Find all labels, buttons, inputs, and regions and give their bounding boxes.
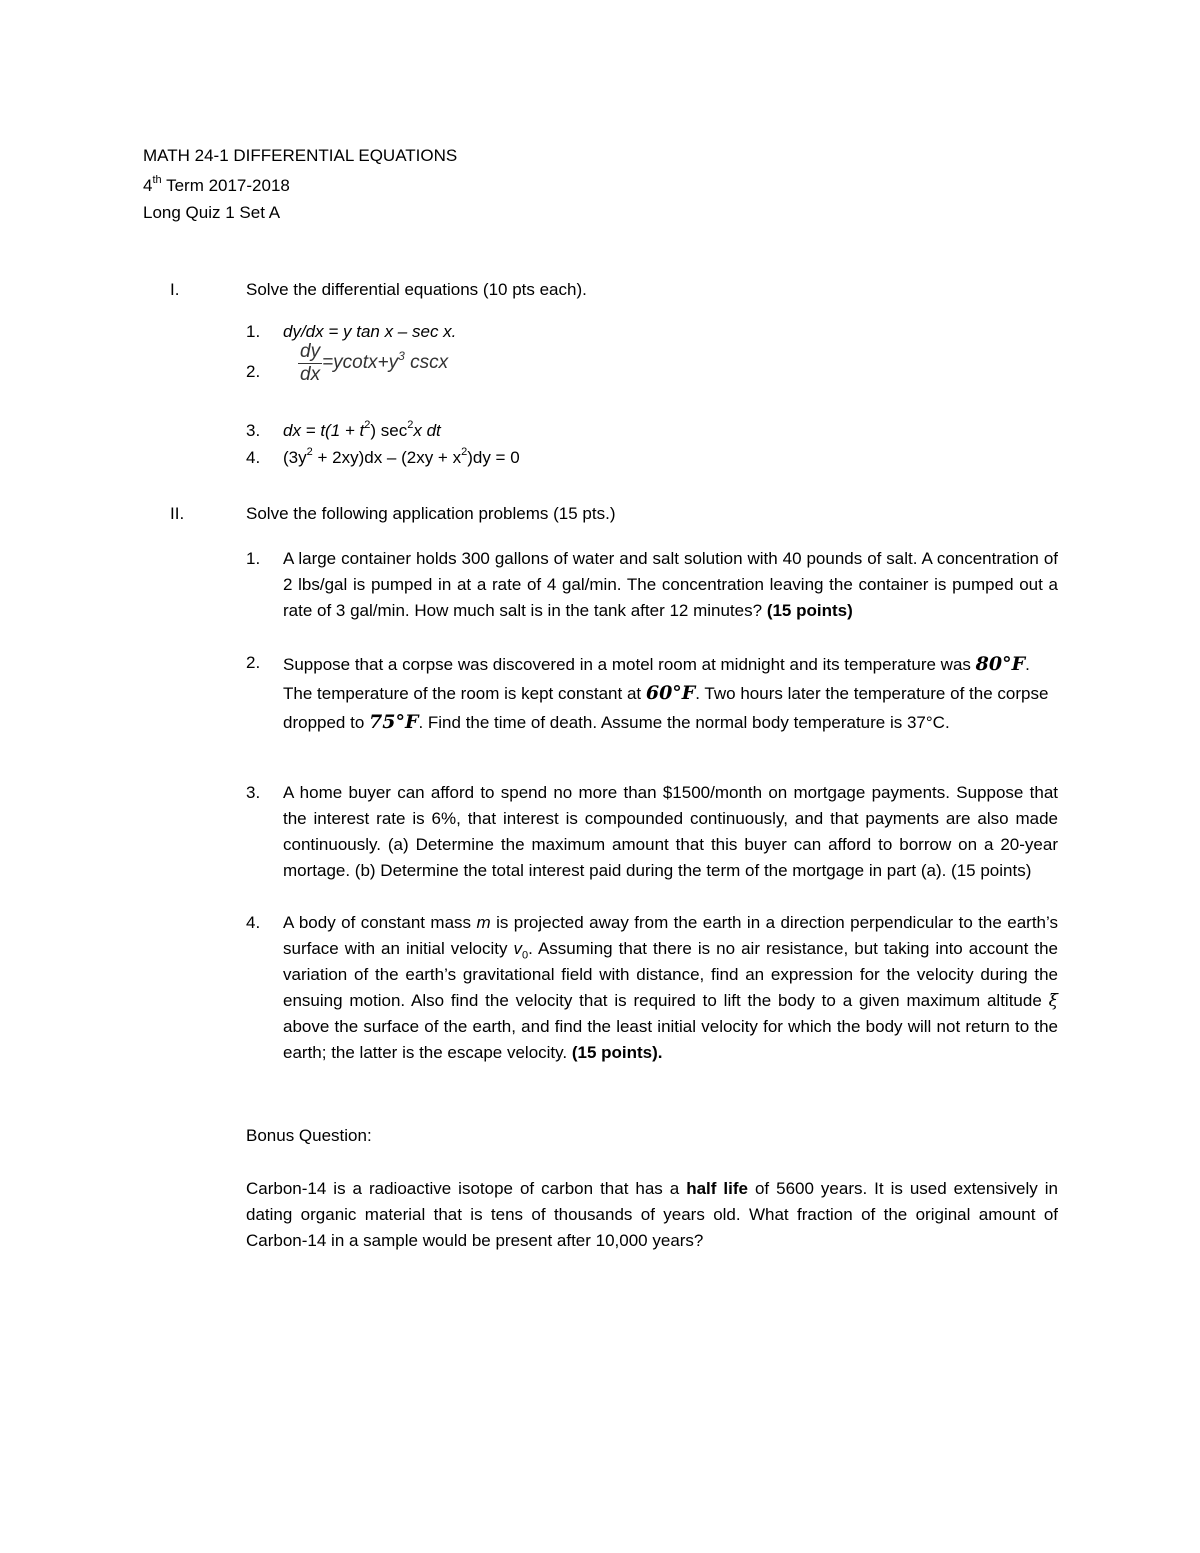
equation-2-csc: cscx <box>404 351 449 373</box>
equation-2 <box>298 341 448 386</box>
problem-number: 2. <box>246 653 261 672</box>
problem-2-part: . The temperature of the room is kept constant at <box>283 655 1030 703</box>
problem-1-points: (15 points) <box>766 601 853 620</box>
denominator: dx <box>300 364 321 385</box>
item-number: 1. <box>246 322 261 341</box>
eq-part: dx = t(1 + t <box>283 421 365 440</box>
problem-4-part: above the surface of the earth, and find the least initial velocity for which the body will not return to the earth; the latter is the escape velocity. <box>283 1017 1058 1062</box>
problem-number: 4. <box>246 913 261 932</box>
eq-exponent: 2 <box>364 419 371 432</box>
eq-part: (3y <box>283 448 307 467</box>
problem-4-part: . Assuming that there is no air resistance, but taking into account the variation of the earth’s gravitational field with distance, find an expression for the velocity during the ensuing motion. Also find the velocity that is required to lift the body to a given maximum altitude <box>283 939 1058 1010</box>
item-number: 2. <box>246 362 261 381</box>
part-two-numeral: II. <box>170 504 185 523</box>
problem-4-part: is projected away from the earth in a direction perpendicular to the earth’s surface with an initial velocity <box>283 913 1058 958</box>
part-one-numeral: I. <box>170 280 180 299</box>
equation-1-text: dy/dx = y tan x – sec x. <box>283 322 457 341</box>
term-number: 4 <box>143 176 153 195</box>
bonus-text <box>246 1176 1058 1254</box>
problem-4-text <box>283 910 1058 1066</box>
velocity-subscript: 0 <box>522 949 529 962</box>
bonus-part: Carbon-14 is a radioactive isotope of carbon that has a <box>246 1179 687 1198</box>
problem-3-text: A home buyer can afford to spend no more than $1500/month on mortgage payments. Suppose that the interest rate is 6%, that interest is compounded continuously, and that payments are also made continuously. (a) Determine the maximum amount that this buyer can afford to borrow on a 20-year mortage. (b) Determine the total interest paid during the term of the mortgage in part (a). (15 points) <box>283 783 1058 880</box>
equation-4 <box>283 448 520 468</box>
eq-part: )dy = 0 <box>467 448 520 467</box>
equation-2-rhs: =ycotx+y <box>322 351 399 373</box>
problem-number: 1. <box>246 549 261 568</box>
term-line <box>143 176 290 196</box>
item-number: 3. <box>246 421 261 440</box>
mass-symbol: m <box>476 913 491 932</box>
velocity-symbol: v <box>513 939 523 958</box>
derivative-fraction <box>298 341 322 386</box>
temperature-2: 60°F <box>645 682 696 704</box>
term-text: Term 2017-2018 <box>161 176 290 195</box>
problem-1-text <box>283 546 1058 624</box>
problem-1-body: A large container holds 300 gallons of water and salt solution with 40 pounds of salt. A concentration of 2 lbs/gal is pumped in at a rate of 4 gal/min. The concentration leaving the container is pumped out a rate of 3 gal/min. How much salt is in the tank after 12 minutes? <box>283 549 1058 620</box>
bonus-title: Bonus Question: <box>246 1126 372 1145</box>
eq-part: + 2xy)dx – (2xy + x <box>312 448 462 467</box>
problem-number: 3. <box>246 783 261 802</box>
eq-part: x dt <box>413 421 441 440</box>
problem-4-part: A body of constant mass <box>283 913 477 932</box>
problem-2-part: . Find the time of death. Assume the normal body temperature is 37°C. <box>418 713 950 732</box>
temperature-3: 75°F <box>369 711 419 733</box>
eq-exponent: 2 <box>306 446 313 459</box>
course-title: MATH 24-1 DIFFERENTIAL EQUATIONS <box>143 146 458 165</box>
xi-symbol: ξ <box>1048 991 1058 1011</box>
problem-4-points: (15 points). <box>571 1043 663 1062</box>
term-suffix: th <box>152 174 162 187</box>
quiz-title: Long Quiz 1 Set A <box>143 203 281 222</box>
part-two-title: Solve the following application problems (15 pts.) <box>246 504 616 523</box>
eq-exponent: 2 <box>461 446 468 459</box>
problem-2-part: Suppose that a corpse was discovered in a motel room at midnight and its temperature was <box>283 655 976 674</box>
eq-part: ) sec <box>370 421 408 440</box>
problem-2-part: . Two hours later the temperature of the corpse dropped to <box>283 684 1049 732</box>
equation-3 <box>283 421 441 441</box>
bonus-part: of 5600 years. It is used extensively in dating organic material that is tens of thousands of years old. What fraction of the original amount of Carbon-14 in a sample would be present after 10,000 years? <box>246 1179 1058 1250</box>
temperature-1: 80°F <box>975 653 1026 675</box>
eq-exponent: 2 <box>407 419 414 432</box>
half-life-term: half life <box>686 1179 748 1198</box>
item-number: 4. <box>246 448 261 467</box>
numerator: dy <box>300 341 321 362</box>
part-one-title: Solve the differential equations (10 pts each). <box>246 280 587 299</box>
equation-2-exponent: 3 <box>398 349 405 364</box>
equation-1 <box>283 322 456 342</box>
problem-2-text <box>283 650 1053 737</box>
